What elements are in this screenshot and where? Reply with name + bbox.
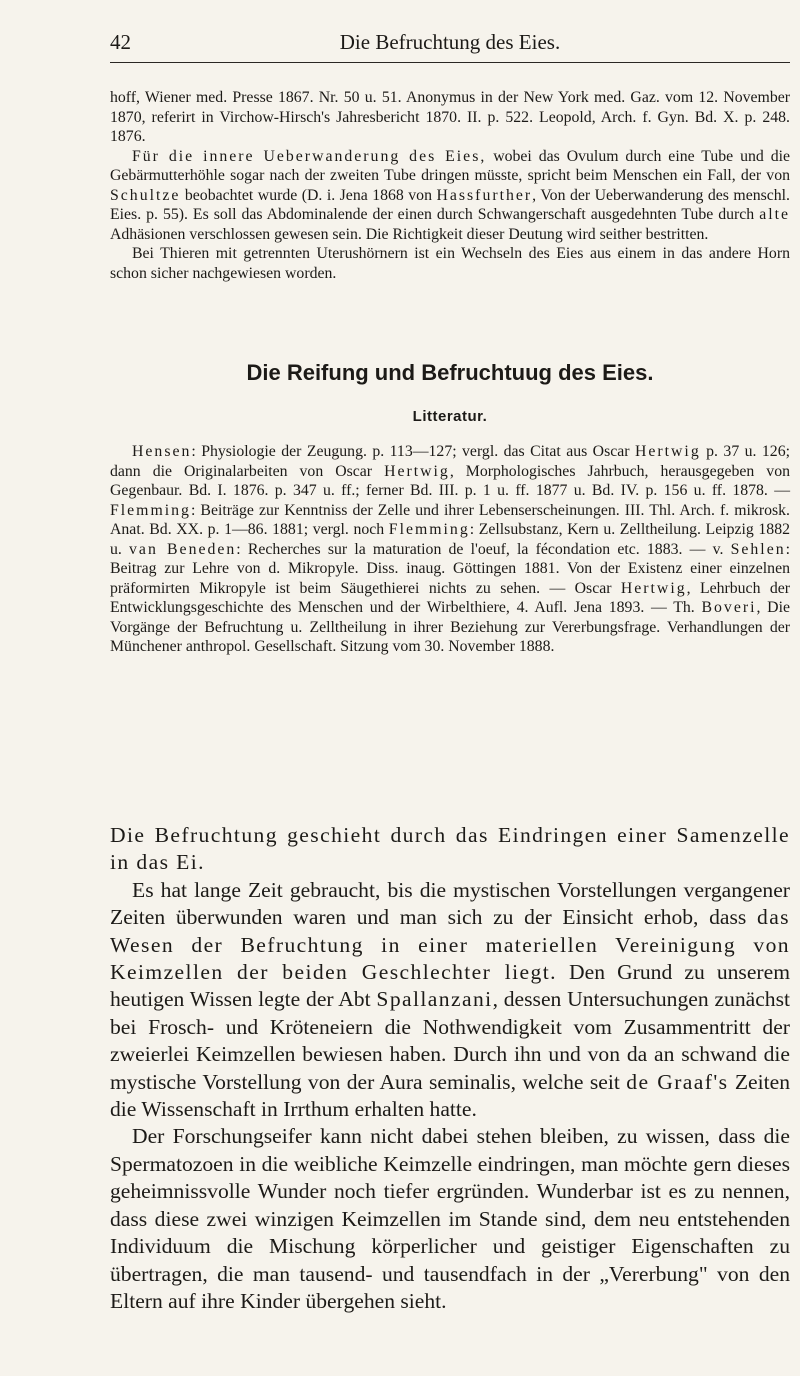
running-title: Die Befruchtung des Eies. [339, 30, 561, 54]
author-name: Hassfurther [436, 186, 533, 204]
main-text-block [110, 822, 790, 1315]
page-header [110, 18, 790, 63]
literature-block [110, 442, 790, 657]
reference-continuation: hoff, Wiener med. Presse 1867. Nr. 50 u. 51. Anonymus in der New York med. Gaz. vom 12. November 1870, referirt in Virchow-Hirsch's Jahresbericht 1870. II. p. 522. Leopold, Arch. f. Gyn. Bd. X. p. 248. 1876. [110, 89, 790, 145]
author-name: de Graaf's [626, 1069, 729, 1094]
author-name: Flemming [110, 501, 191, 519]
author-name: Hensen [132, 443, 192, 460]
author-name: Sehlen [730, 540, 786, 558]
author-name: Hertwig [634, 443, 701, 460]
author-name: Schultze [110, 186, 181, 204]
top-text-block [110, 88, 790, 283]
paragraph-spallanzani: Es hat lange Zeit gebraucht, bis die mystischen Vorstellungen vergangener Zeiten überwunden waren und man sich zu der Einsicht erhob, dass das Wesen der Befruchtung in einer materiellen Vereinigung von Keimzellen der beiden Geschlechter liegt. Den Grund zu unserem heutigen Wissen legte der Abt Spallanzani, dessen Untersuchungen zunächst bei Frosch- und Kröteneiern die Nothwendigkeit vom Zusammentritt der zweierlei Keimzellen bewiesen haben. Durch ihn und von da an schwand die mystische Vorstellung von der Aura seminalis, welche seit de Graaf's Zeiten die Wissenschaft in Irrthum erhalten hatte. [110, 877, 790, 1122]
paragraph-forschungseifer: Der Forschungseifer kann nicht dabei stehen bleiben, zu wissen, dass die Spermatozoen in die weibliche Keimzelle eindringen, man möchte gern dieses geheimnissvolle Wunder noch tiefer ergründen. Wunderbar ist es zu nennen, dass diese zwei winzigen Keimzellen im Stande sind, dem neu entstehenden Individuum die Mischung körperlicher und geistiger Eigenschaften zu übertragen, die man tausend- und tausendfach in der „Vererbung" von den Eltern auf ihre Kinder übergehen sieht. [110, 1124, 790, 1313]
author-name: Flemming [388, 521, 470, 538]
literature-heading: Litteratur. [412, 408, 488, 425]
author-name: Hertwig [620, 579, 687, 597]
author-name: Boveri [701, 599, 757, 616]
page-number: 42 [110, 30, 131, 54]
emphasis-phrase: Für die innere Ueberwanderung des Eies, [132, 147, 487, 165]
emphasis-word: alte [759, 206, 790, 223]
emphasis-phrase: das Wesen der Befruchtung in einer materiellen Vereinigung von Keimzellen der beiden Geschlechter liegt. [110, 905, 790, 985]
paragraph-ueberwanderung: Für die innere Ueberwanderung des Eies, wobei das Ovulum durch eine Tube und die Gebärmutterhöhle sogar nach der zweiten Tube dringen müsste, spricht beim Menschen ein Fall, der von Schultze beobachtet wurde (D. i. Jena 1868 von Hassfurther, Von der Ueberwanderung des menschl. Eies. p. 55). Es soll das Abdominalende der einen durch Schwangerschaft ausgedehnten Tube durch alte Adhäsionen verschlossen gewesen sein. Die Richtigkeit dieser Deutung wird seither bestritten. [110, 147, 790, 243]
paragraph-thieren: Bei Thieren mit getrennten Uterushörnern ist ein Wechseln des Eies aus einem in das andere Horn schon sicher nachgewiesen worden. [110, 245, 790, 282]
literature-paragraph: Hensen: Physiologie der Zeugung. p. 113—127; vergl. das Citat aus Oscar Hertwig p. 37 u. 126; dann die Originalarbeiten von Oscar Hertwig, Morphologisches Jahrbuch, herausgegeben von Gegenbaur. Bd. I. 1876. p. 347 u. ff.; ferner Bd. III. p. 1 u. ff. 1877 u. Bd. IV. p. 156 u. ff. 1878. — Flemming: Beiträge zur Kenntniss der Zelle und ihrer Lebenserscheinungen. III. Thl. Arch. f. mikrosk. Anat. Bd. XX. p. 1—86. 1881; vergl. noch Flemming: Zellsubstanz, Kern u. Zelltheilung. Leipzig 1882 u. van Beneden: Recherches sur la maturation de l'oeuf, la fécondation etc. 1883. — v. Sehlen: Beitrag zur Lehre von d. Mikropyle. Diss. inaug. Göttingen 1881. Von der Existenz einer einzelnen präformirten Mikropyle ist beim Säugethierei nichts zu sehen. — Oscar Hertwig, Lehrbuch der Entwicklungsgeschichte des Menschen und der Wirbelthiere, 4. Aufl. Jena 1893. — Th. Boveri, Die Vorgänge der Befruchtung u. Zelltheilung in ihrer Beziehung zur Vererbungsfrage. Verhandlungen der Münchener anthropol. Gesellschaft. Sitzung vom 30. November 1888. [110, 443, 791, 655]
author-name: Hertwig [384, 462, 450, 480]
lead-sentence: Die Befruchtung geschieht durch das Eindringen einer Samenzelle in das Ei. [110, 823, 790, 875]
author-name: Spallanzani [376, 987, 493, 1012]
section-heading: Die Reifung und Befruchtuug des Eies. [246, 360, 654, 385]
author-name: van Beneden [129, 540, 237, 558]
